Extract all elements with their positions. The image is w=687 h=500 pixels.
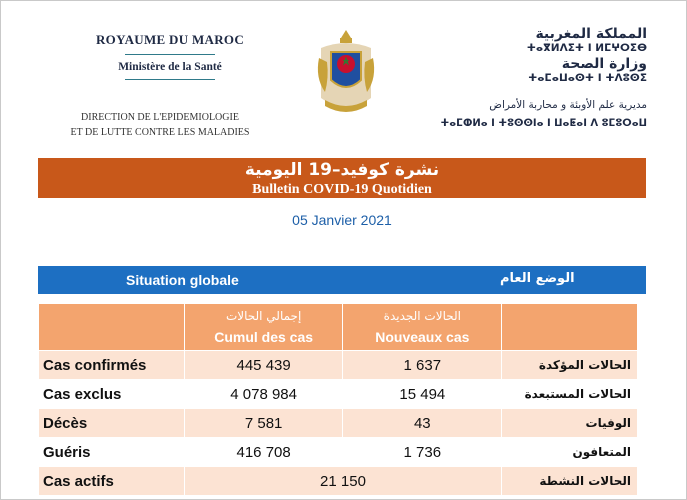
- row-cumul: 445 439: [184, 351, 343, 380]
- row-new: 1 736: [343, 438, 502, 467]
- direction-tifinagh: ⵜⴰⵎⵀⵍⴰ ⵏ ⵜⵓⵙⵙⵏⴰ ⵏ ⵡⴰⵟⴰⵏ ⴷ ⵓⵎⵓⵔⴰⵡ: [440, 118, 647, 129]
- row-total: 21 150: [184, 467, 501, 496]
- table-header-row: [39, 304, 638, 351]
- table-row: [39, 438, 638, 467]
- situation-bar: [38, 266, 646, 294]
- header-cumul-fr: Cumul des cas: [214, 329, 314, 345]
- header-empty-cell: [502, 304, 638, 351]
- row-cumul: 4 078 984: [184, 380, 343, 409]
- row-label-fr: Guéris: [39, 438, 185, 467]
- ministry-title-fr: Ministère de la Santé: [118, 61, 222, 73]
- row-label-fr: Cas actifs: [39, 467, 185, 496]
- header-new: [343, 304, 502, 351]
- header-rule: [125, 79, 215, 80]
- row-label-ar: الوفيات: [502, 409, 638, 438]
- direction-fr: [50, 110, 270, 140]
- bulletin-title-fr: Bulletin COVID-19 Quotidien: [252, 182, 432, 197]
- kingdom-title-fr: ROYAUME DU MAROC: [95, 32, 245, 47]
- row-new: 15 494: [343, 380, 502, 409]
- kingdom-title-tifinagh: ⵜⴰⴳⵍⴷⵉⵜ ⵏ ⵍⵎⵖⵔⵉⴱ: [526, 42, 647, 54]
- direction-ar: مديرية علم الأوبئة و محاربة الأمراض: [489, 99, 647, 111]
- kingdom-title-ar: المملكة المغربية: [535, 26, 647, 42]
- row-label-ar: الحالات النشطة: [502, 467, 638, 496]
- header-french: [70, 32, 270, 86]
- ministry-title-ar: وزارة الصحة: [561, 56, 647, 72]
- header-new-ar: الحالات الجديدة: [383, 309, 461, 323]
- bulletin-date: 05 Janvier 2021: [292, 212, 392, 228]
- table-row: [39, 467, 638, 496]
- row-label-ar: الحالات المؤكدة: [502, 351, 638, 380]
- row-label-ar: الحالات المستبعدة: [502, 380, 638, 409]
- header-rule: [125, 54, 215, 55]
- direction-fr-line1: DIRECTION DE L'EPIDEMIOLOGIE: [81, 112, 239, 123]
- header-cumul: [184, 304, 343, 351]
- ministry-title-tifinagh: ⵜⴰⵎⴰⵡⴰⵙⵜ ⵏ ⵜⴷⵓⵙⵉ: [528, 72, 647, 84]
- direction-fr-line2: ET DE LUTTE CONTRE LES MALADIES: [70, 127, 250, 138]
- situation-label-fr: Situation globale: [126, 272, 239, 288]
- header-arabic: [457, 26, 647, 84]
- bulletin-title-ar: نشرة كوفيد–19 اليومية: [244, 160, 440, 180]
- table-row: [39, 351, 638, 380]
- header-cumul-ar: إجمالي الحالات: [225, 309, 302, 323]
- royal-coat-of-arms-icon: [313, 28, 379, 120]
- row-new: 1 637: [343, 351, 502, 380]
- row-label-ar: المتعافون: [502, 438, 638, 467]
- row-label-fr: Décès: [39, 409, 185, 438]
- row-label-fr: Cas confirmés: [39, 351, 185, 380]
- row-cumul: 7 581: [184, 409, 343, 438]
- header-empty-cell: [39, 304, 185, 351]
- table-row: [39, 380, 638, 409]
- row-label-fr: Cas exclus: [39, 380, 185, 409]
- bulletin-banner: [38, 158, 646, 198]
- table-row: [39, 409, 638, 438]
- row-cumul: 416 708: [184, 438, 343, 467]
- situation-label-ar: الوضع العام: [500, 271, 575, 286]
- covid-stats-table: [38, 303, 638, 496]
- row-new: 43: [343, 409, 502, 438]
- header-new-fr: Nouveaux cas: [375, 329, 470, 345]
